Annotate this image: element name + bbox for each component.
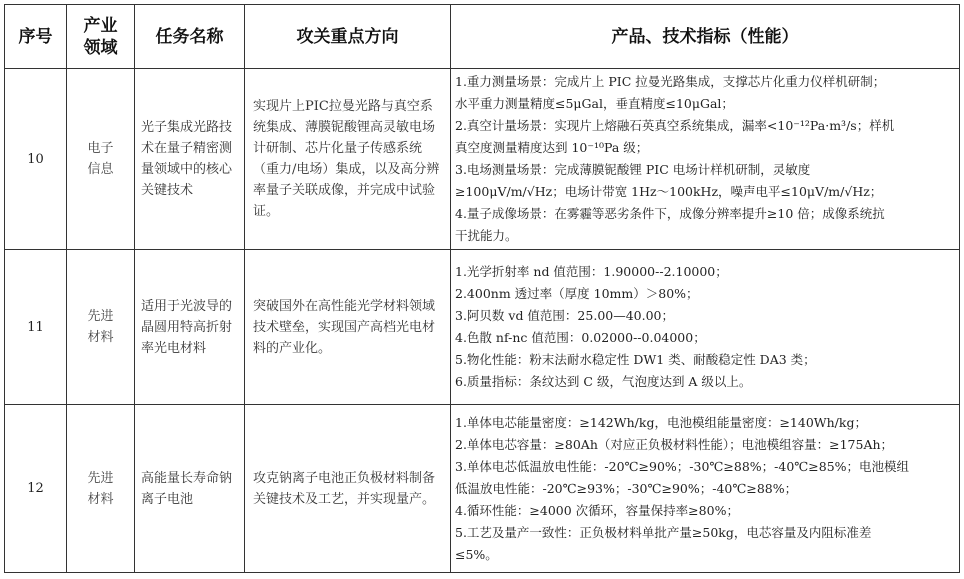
spec-line: 1.光学折射率 nd 值范围：1.90000--2.10000； [455, 264, 728, 279]
spec-line: 真空度测量精度达到 10⁻¹⁰Pa 级； [455, 140, 649, 155]
row-field-text: 先进材料 [87, 470, 114, 507]
row-field [67, 405, 135, 573]
header-field [67, 5, 135, 69]
spec-line: 3.电场测量场景：完成薄膜铌酸锂 PIC 电场计样机研制，灵敏度 [455, 162, 811, 177]
row-field-text: 先进材料 [87, 309, 114, 345]
spec-line: 3.阿贝数 vd 值范围：25.00—40.00； [455, 308, 675, 323]
header-row [5, 5, 960, 69]
table-row [5, 405, 960, 573]
row-specs [451, 405, 960, 573]
spec-line: 4.循环性能：≥4000 次循环，容量保持率≥80%； [455, 502, 739, 518]
row-field [67, 250, 135, 405]
row-task: 光子集成光路技术在量子精密测量领域中的核心关键技术 [135, 69, 245, 250]
spec-line: 5.工艺及量产一致性：正负极材料单批产量≥50kg，电芯容量及内阻标准差 [455, 524, 872, 540]
row-specs [451, 69, 960, 250]
header-field-text: 产业领域 [83, 15, 118, 58]
spec-line: 6.质量指标：条纹达到 C 级，气泡度达到 A 级以上。 [455, 374, 752, 389]
spec-line: 3.单体电芯低温放电性能：-20℃≥90%；-30℃≥88%；-40℃≥85%；电池模组 [455, 458, 910, 474]
header-spec: 产品、技术指标（性能） [451, 5, 960, 69]
header-task: 任务名称 [135, 5, 245, 69]
spec-line: 水平重力测量精度≤5μGal，垂直精度≤10μGal； [455, 96, 734, 111]
spec-line: 干扰能力。 [455, 228, 518, 243]
row-direction: 实现片上PIC拉曼光路与真空系统集成、薄膜铌酸锂高灵敏电场计研制、芯片化量子传感系统（重力/电场）集成，以及高分辨率量子关联成像，并完成中试验证。 [245, 69, 451, 250]
spec-line: 2.真空计量场景：实现片上熔融石英真空系统集成，漏率<10⁻¹²Pa·m³/s；样机 [455, 118, 895, 133]
spec-line: 1.重力测量场景：完成片上 PIC 拉曼光路集成，支撑芯片化重力仪样机研制； [455, 74, 886, 89]
row-specs [451, 250, 960, 405]
row-seq: 11 [5, 250, 67, 405]
row-field-text: 电子信息 [87, 141, 114, 177]
spec-line: 2.400nm 透过率（厚度 10mm）＞80%； [455, 286, 699, 301]
header-direction: 攻关重点方向 [245, 5, 451, 69]
spec-line: 4.色散 nf-nc 值范围：0.02000--0.04000； [455, 330, 706, 345]
row-direction: 突破国外在高性能光学材料领域技术壁垒，实现国产高档光电材料的产业化。 [245, 250, 451, 405]
header-seq: 序号 [5, 5, 67, 69]
spec-line: 低温放电性能：-20℃≥93%；-30℃≥90%；-40℃≥88%； [455, 480, 798, 496]
row-task: 高能量长寿命钠离子电池 [135, 405, 245, 573]
spec-line: 5.物化性能：粉末法耐水稳定性 DW1 类、耐酸稳定性 DA3 类； [455, 352, 816, 367]
row-seq: 10 [5, 69, 67, 250]
task-table [4, 4, 960, 573]
table-row [5, 250, 960, 405]
spec-line: 4.量子成像场景：在雾霾等恶劣条件下，成像分辨率提升≥10 倍；成像系统抗 [455, 206, 885, 221]
spec-line: ≥100μV/m/√Hz；电场计带宽 1Hz～100kHz，噪声电平≤10μV/m/√Hz； [455, 184, 883, 199]
row-seq: 12 [5, 405, 67, 573]
spec-line: ≤5%。 [455, 546, 498, 562]
row-direction: 攻克钠离子电池正负极材料制备关键技术及工艺，并实现量产。 [245, 405, 451, 573]
spec-line: 2.单体电芯容量：≥80Ah（对应正负极材料性能）；电池模组容量：≥175Ah； [455, 436, 894, 452]
spec-line: 1.单体电芯能量密度：≥142Wh/kg，电池模组能量密度：≥140Wh/kg； [455, 414, 867, 430]
table-row [5, 69, 960, 250]
row-task: 适用于光波导的晶圆用特高折射率光电材料 [135, 250, 245, 405]
row-field [67, 69, 135, 250]
